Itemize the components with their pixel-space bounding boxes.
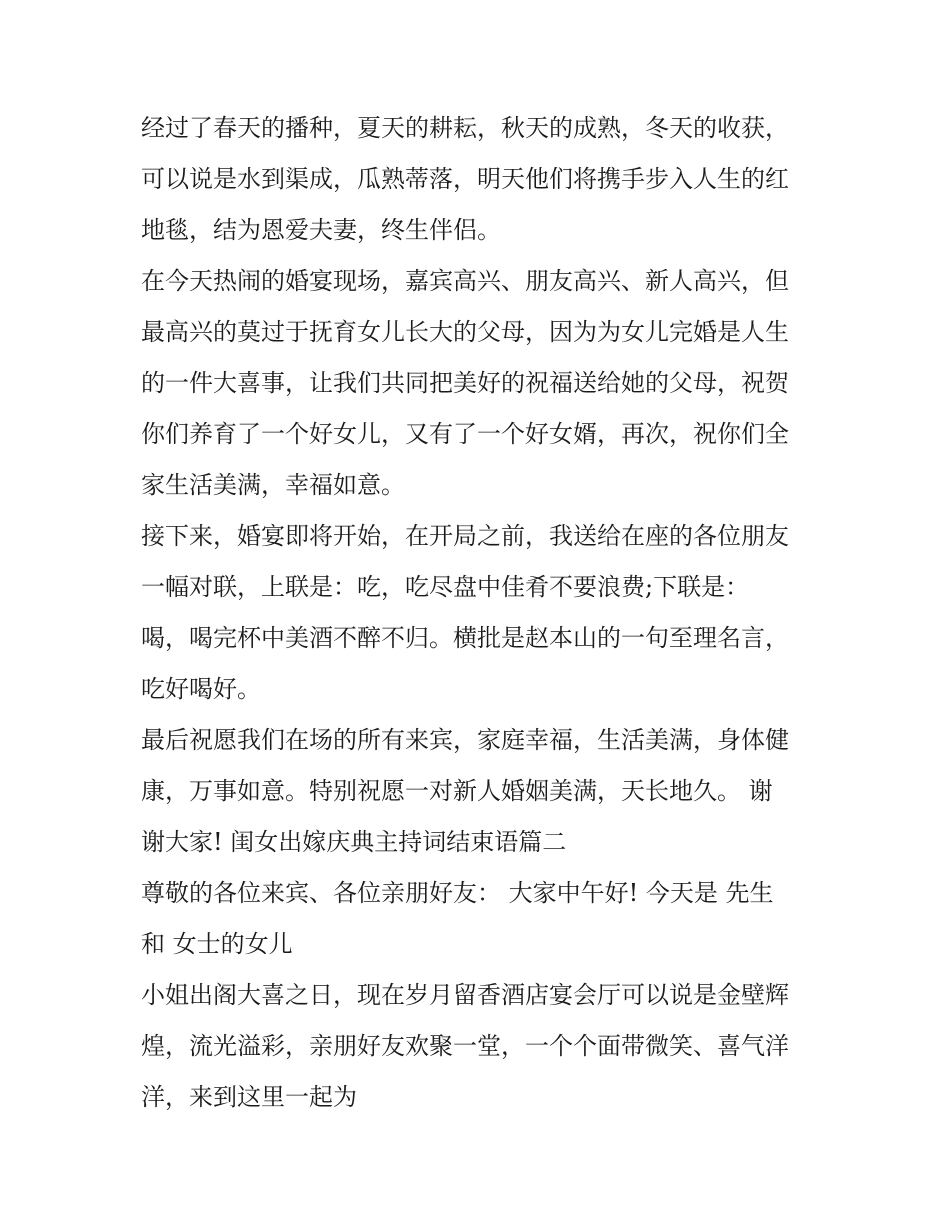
- text-line: 最高兴的莫过于抚育女儿长大的父母，因为为女儿完婚是人生: [141, 318, 789, 346]
- text-line: 喝，喝完杯中美酒不醉不归。横批是赵本山的一句至理名言，: [141, 624, 789, 652]
- text-line: 一幅对联，上联是：吃，吃尽盘中佳肴不要浪费;下联是：: [141, 573, 750, 601]
- text-line: 地毯，结为恩爱夫妻，终生伴侣。: [141, 216, 501, 244]
- text-line: 谢大家! 闺女出嫁庆典主持词结束语篇二: [141, 828, 567, 856]
- text-line: 最后祝愿我们在场的所有来宾，家庭幸福，生活美满，身体健: [141, 726, 789, 754]
- text-line: 的一件大喜事，让我们共同把美好的祝福送给她的父母，祝贺: [141, 369, 789, 397]
- text-line: 可以说是水到渠成，瓜熟蒂落，明天他们将携手步入人生的红: [141, 165, 789, 193]
- text-line: 小姐出阁大喜之日，现在岁月留香酒店宴会厅可以说是金壁辉: [141, 981, 789, 1009]
- text-line: 吃好喝好。: [141, 675, 261, 703]
- text-line: 尊敬的各位来宾、各位亲朋好友： 大家中午好! 今天是 先生: [141, 879, 774, 907]
- text-line: 煌，流光溢彩，亲朋好友欢聚一堂，一个个面带微笑、喜气洋: [141, 1032, 789, 1060]
- text-line: 洋，来到这里一起为: [141, 1083, 357, 1111]
- text-line: 在今天热闹的婚宴现场，嘉宾高兴、朋友高兴、新人高兴，但: [141, 267, 789, 295]
- text-line: 康，万事如意。特别祝愿一对新人婚姻美满，天长地久。 谢: [141, 777, 773, 805]
- text-line: 家生活美满，幸福如意。: [141, 471, 405, 499]
- text-line: 和 女士的女儿: [141, 930, 293, 958]
- document-body: [141, 103, 821, 1123]
- text-line: 你们养育了一个好女儿，又有了一个好女婿，再次，祝你们全: [141, 420, 789, 448]
- text-line: 接下来，婚宴即将开始，在开局之前，我送给在座的各位朋友: [141, 522, 789, 550]
- text-line: 经过了春天的播种，夏天的耕耘，秋天的成熟，冬天的收获，: [141, 114, 789, 142]
